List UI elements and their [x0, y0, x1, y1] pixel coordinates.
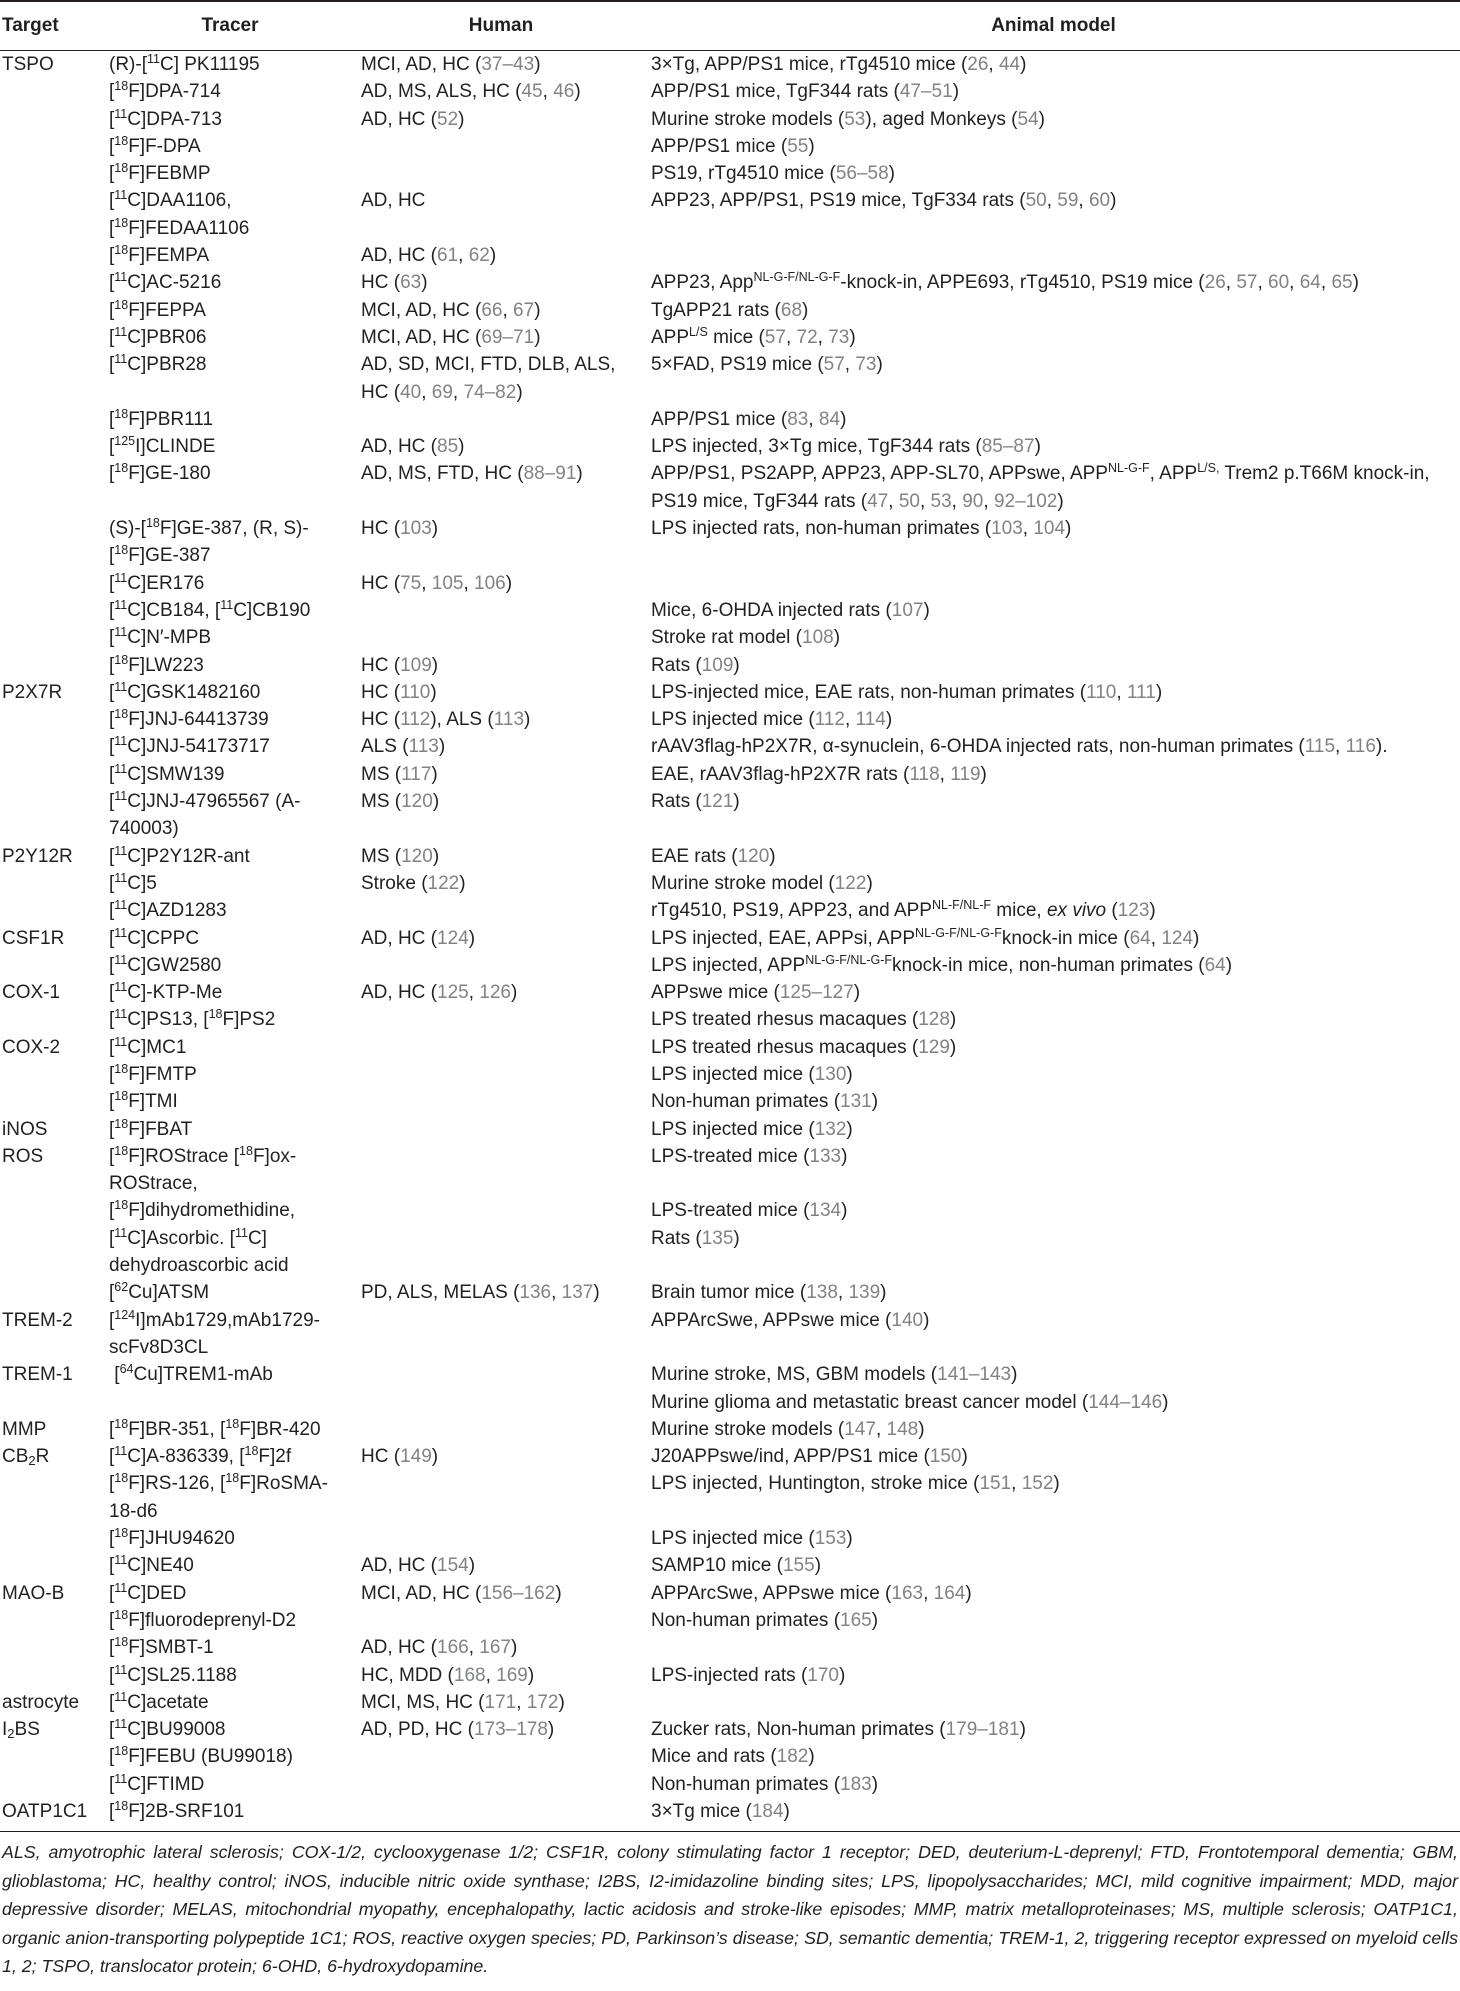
table-row [0, 679, 1460, 706]
tracer-cell: [$^{11}$C]FTIMD [109, 1771, 205, 1795]
target-cell [0, 1525, 105, 1552]
target-cell [0, 1662, 105, 1689]
target-cell [0, 1061, 105, 1088]
tracer-cell: [$^{11}$C]SL25.1188 [109, 1662, 237, 1686]
animal-model-cell: LPS treated rhesus macaques (128) [651, 1009, 957, 1031]
table-row [0, 406, 1460, 433]
human-cell: MS (117) [361, 763, 438, 785]
target-cell [0, 187, 105, 242]
human-cell [355, 624, 647, 651]
target-cell [0, 1279, 105, 1306]
human-cell [355, 897, 647, 924]
animal-model-cell: APP/PS1 mice, TgF344 rats (47–51) [651, 81, 960, 103]
human-cell [355, 1006, 647, 1033]
animal-model-cell: TgAPP21 rats (68) [651, 299, 809, 321]
target-cell [0, 269, 105, 296]
tracer-cell: [$^{18}$F]FBAT [109, 1116, 193, 1140]
human-cell [355, 1197, 647, 1224]
tracer-cell: [$^{11}$C]JNJ-54173717 [109, 734, 270, 758]
animal-model-cell: APP/PS1 mice (55) [651, 135, 815, 157]
human-cell [355, 1798, 647, 1832]
tracer-cell: [$^{11}$C]SMW139 [109, 761, 225, 785]
target-cell [0, 1006, 105, 1033]
table-row [0, 351, 1460, 406]
human-cell [355, 1088, 647, 1115]
human-cell [355, 1116, 647, 1143]
target-cell: MMP [2, 1418, 47, 1440]
target-cell [0, 133, 105, 160]
human-cell: AD, SD, MCI, FTD, DLB, ALS, HC (40, 69, 74–82) [361, 354, 616, 403]
target-cell [0, 1088, 105, 1115]
human-cell: AD, MS, ALS, HC (45, 46) [361, 81, 581, 103]
tracer-cell: [$^{11}$C]DED [109, 1580, 187, 1604]
table-header [0, 1, 1460, 51]
target-cell: ROS [2, 1145, 44, 1167]
target-cell [0, 460, 105, 515]
table-row [0, 733, 1460, 760]
target-cell [0, 515, 105, 570]
animal-model-cell: APP23, App$^{NL-G-F/NL-G-F}$-knock-in, APPE693, rTg4510, PS19 mice (26, 57, 60, 64, 65) [651, 270, 1359, 294]
target-cell: TREM-2 [2, 1309, 73, 1331]
animal-model-cell: EAE, rAAV3flag-hP2X7R rats (118, 119) [651, 763, 987, 785]
animal-model-cell: Brain tumor mice (138, 139) [651, 1282, 887, 1304]
target-cell: COX-1 [2, 982, 61, 1004]
tracer-cell: [$^{64}$Cu]TREM1-mAb [109, 1362, 273, 1386]
target-cell [0, 324, 105, 351]
table-row [0, 1361, 1460, 1416]
target-cell [0, 952, 105, 979]
animal-model-cell: LPS injected mice (132) [651, 1118, 853, 1140]
target-cell [0, 106, 105, 133]
tracer-cell: [$^{62}$Cu]ATSM [109, 1280, 210, 1304]
human-cell [355, 1416, 647, 1443]
target-cell [0, 351, 105, 406]
animal-model-cell [647, 242, 1460, 269]
tracer-cell: [$^{18}$F]JHU94620 [109, 1526, 235, 1550]
table-row [0, 1743, 1460, 1770]
target-cell [0, 1470, 105, 1525]
tracer-cell: [$^{18}$F]PBR111 [109, 406, 214, 430]
human-cell: MCI, AD, HC (69–71) [361, 326, 541, 348]
animal-model-cell: Non-human primates (131) [651, 1091, 879, 1113]
target-cell: TSPO [2, 54, 54, 75]
table-row [0, 925, 1460, 952]
tracer-cell: [$^{18}$F]FEBMP [109, 161, 211, 185]
table-row [0, 1525, 1460, 1552]
target-cell [0, 1743, 105, 1770]
table-row [0, 160, 1460, 187]
tracer-cell: [$^{124}$I]mAb1729,mAb1729-scFv8D3CL [109, 1307, 320, 1358]
human-cell [355, 1361, 647, 1416]
table-row [0, 1662, 1460, 1689]
table-row [0, 1034, 1460, 1061]
human-cell: AD, HC (124) [361, 927, 476, 949]
table-row [0, 324, 1460, 351]
target-cell: TREM-1 [2, 1364, 73, 1386]
target-cell [0, 761, 105, 788]
tracer-cell: [$^{11}$C]GSK1482160 [109, 679, 261, 703]
table-row [0, 788, 1460, 843]
tracer-cell: [$^{11}$C]AC-5216 [109, 270, 222, 294]
animal-model-cell: LPS-injected mice, EAE rats, non-human primates (110, 111) [651, 681, 1163, 703]
target-cell [0, 406, 105, 433]
table-row [0, 706, 1460, 733]
human-cell: MCI, AD, HC (37–43) [361, 54, 541, 75]
human-cell: HC, MDD (168, 169) [361, 1664, 535, 1686]
tracer-cell: [$^{18}$F]BR-351, [$^{18}$F]BR-420 [109, 1416, 321, 1440]
target-cell [0, 870, 105, 897]
animal-model-cell: LPS injected mice (112, 114) [651, 709, 893, 731]
target-cell: astrocyte [2, 1691, 80, 1713]
animal-model-cell: Non-human primates (183) [651, 1773, 879, 1795]
human-cell: AD, HC (166, 167) [361, 1637, 518, 1659]
target-cell [0, 1197, 105, 1224]
tracer-cell: [$^{18}$F]LW223 [109, 652, 204, 676]
table-row [0, 1552, 1460, 1579]
table-row [0, 897, 1460, 924]
human-cell: HC (109) [361, 654, 439, 676]
table-row [0, 1607, 1460, 1634]
target-cell [0, 597, 105, 624]
table-row [0, 269, 1460, 296]
table-row [0, 870, 1460, 897]
table-row [0, 570, 1460, 597]
tracer-cell: [$^{11}$C]PBR06 [109, 324, 207, 348]
human-cell [355, 952, 647, 979]
tracer-cell: [$^{18}$F]SMBT-1 [109, 1635, 214, 1659]
table-row [0, 761, 1460, 788]
target-cell [0, 1225, 105, 1280]
tracer-cell: [$^{11}$C]N′-MPB [109, 625, 212, 649]
tracer-cell: [$^{18}$F]RS-126, [$^{18}$F]RoSMA-18-d6 [109, 1471, 328, 1522]
target-cell: iNOS [2, 1118, 48, 1140]
tracer-cell: [$^{18}$F]ROStrace [$^{18}$F]ox-ROStrace, [109, 1143, 297, 1195]
human-cell: HC (110) [361, 681, 437, 703]
tracer-cell: [$^{11}$C]ER176 [109, 570, 205, 594]
table-row [0, 1634, 1460, 1661]
animal-model-cell: Non-human primates (165) [651, 1609, 879, 1631]
animal-model-cell: rTg4510, PS19, APP23, and $APP^{NL-F/NL-F}$ mice, ex vivo (123) [651, 898, 1156, 922]
human-cell: MCI, MS, HC (171, 172) [361, 1691, 565, 1713]
tracer-cell: [$^{11}$C]NE40 [109, 1553, 194, 1577]
human-cell: AD, PD, HC (173–178) [361, 1719, 555, 1741]
tracer-cell: [$^{11}$C]PBR28 [109, 352, 207, 376]
target-cell [0, 433, 105, 460]
human-cell [355, 1061, 647, 1088]
tracer-cell: [$^{18}$F]GE-180 [109, 461, 211, 485]
tracer-cell: [$^{11}$C]Ascorbic. [$^{11}$C] dehydroascorbic acid [109, 1225, 289, 1277]
target-cell [0, 897, 105, 924]
human-cell: HC (63) [361, 272, 428, 294]
table-row [0, 1061, 1460, 1088]
human-cell: PD, ALS, MELAS (136, 137) [361, 1282, 600, 1304]
table-row [0, 1197, 1460, 1224]
target-cell: P2Y12R [2, 845, 73, 867]
table-row [0, 1716, 1460, 1743]
target-cell [0, 733, 105, 760]
tracer-cell: [$^{18}$F]fluorodeprenyl-D2 [109, 1607, 297, 1631]
human-cell [355, 1470, 647, 1525]
table-row [0, 433, 1460, 460]
table-row [0, 843, 1460, 870]
human-cell [355, 1143, 647, 1198]
human-cell: AD, HC (154) [361, 1555, 476, 1577]
target-cell [0, 570, 105, 597]
table-row [0, 1116, 1460, 1143]
human-cell [355, 1743, 647, 1770]
table-row [0, 1798, 1460, 1832]
header-animal-model: Animal model [647, 1, 1460, 51]
target-cell: OATP1C1 [0, 1798, 105, 1832]
header-human: Human [355, 1, 647, 51]
animal-model-cell: PS19, rTg4510 mice (56–58) [651, 163, 895, 185]
tracer-cell: [$^{11}$C]AZD1283 [109, 898, 227, 922]
animal-model-cell: APPArcSwe, APPswe mice (163, 164) [651, 1582, 972, 1604]
animal-model-cell: Mice and rats (182) [651, 1746, 815, 1768]
human-cell [355, 1771, 647, 1798]
human-cell [355, 160, 647, 187]
animal-model-cell: LPS injected, EAE, APPsi, $APP^{NL-G-F/NL-G-F}knock-in$ mice (64, 124) [651, 925, 1200, 949]
table-row [0, 1006, 1460, 1033]
table-row [0, 597, 1460, 624]
animal-model-cell: rAAV3flag-hP2X7R, α-synuclein, 6-OHDA injected rats, non-human primates (115, 116). [651, 736, 1388, 758]
human-cell: MS (120) [361, 791, 440, 813]
table-row [0, 652, 1460, 679]
table-row [0, 187, 1460, 242]
tracer-cell: [$^{11}$C]MC1 [109, 1034, 187, 1058]
tracer-cell: [$^{11}$C]BU99008 [109, 1717, 226, 1741]
tracer-cell: [$^{18}$F]FMTP [109, 1061, 197, 1085]
animal-model-cell [647, 570, 1460, 597]
human-cell [355, 1525, 647, 1552]
animal-model-cell: LPS injected mice (153) [651, 1528, 853, 1550]
tracer-cell: (R)-[$^{11}$C] PK11195 [109, 52, 260, 75]
target-cell: COX-2 [2, 1036, 61, 1058]
target-cell [0, 624, 105, 651]
table-row [0, 1307, 1460, 1362]
target-cell [0, 1771, 105, 1798]
animal-model-cell: Stroke rat model (108) [651, 627, 841, 649]
animal-model-cell: LPS-injected rats (170) [651, 1664, 846, 1686]
table-row [0, 1088, 1460, 1115]
human-cell: AD, MS, FTD, HC (88–91) [361, 463, 583, 485]
tracer-cell: [$^{11}$C]CB184, [$^{11}$C]CB190 [109, 597, 311, 621]
tracer-cell: [$^{11}$C]JNJ-47965567 (A-740003) [109, 789, 301, 840]
human-cell: HC (103) [361, 518, 439, 540]
table-row [0, 952, 1460, 979]
human-cell: HC (75, 105, 106) [361, 572, 513, 594]
animal-model-cell: LPS injected, 3×Tg mice, TgF344 rats (85–87) [651, 436, 1041, 458]
human-cell: AD, HC (125, 126) [361, 982, 518, 1004]
human-cell: AD, HC (61, 62) [361, 245, 497, 267]
animal-model-cell: APP/PS1, PS2APP, APP23, APP-SL70, APPswe, $APP^{NL-G-F}$, $APP^{L/S,}$ Trem2 p.T66M knock-in, PS19 mice, TgF344 rats (47, 50, 53, 90, 92–102) [651, 461, 1430, 512]
table-row [0, 1771, 1460, 1798]
animal-model-cell: $APP^{L/S}$ mice (57, 72, 73) [651, 324, 856, 348]
animal-model-cell: LPS injected, Huntington, stroke mice (151, 152) [651, 1473, 1060, 1495]
target-cell [0, 706, 105, 733]
animal-model-cell: Zucker rats, Non-human primates (179–181) [651, 1719, 1026, 1741]
tracer-cell: [$^{18}$F]TMI [109, 1089, 178, 1113]
animal-model-cell: Murine stroke models (147, 148) [651, 1418, 925, 1440]
human-cell [355, 1034, 647, 1061]
target-cell [0, 1634, 105, 1661]
target-cell [0, 652, 105, 679]
animal-model-cell: Murine stroke, MS, GBM models (141–143) Murine glioma and metastatic breast cancer model (144–146) [651, 1364, 1169, 1413]
table-row [0, 1443, 1460, 1470]
animal-model-cell: Murine stroke models (53), aged Monkeys (54) [651, 108, 1045, 130]
human-cell [355, 1607, 647, 1634]
tracer-cell: [$^{11}$C]PS13, [$^{18}$F]PS2 [109, 1007, 276, 1031]
animal-model-cell [647, 1634, 1460, 1661]
human-cell: MCI, AD, HC (66, 67) [361, 299, 541, 321]
table-footnote: ALS, amyotrophic lateral sclerosis; COX-1/2, cyclooxygenase 1/2; CSF1R, colony stimulating factor 1 receptor; DED, deuterium-L-deprenyl; FTD, Frontotemporal dementia; GBM, glioblastoma; HC, healthy control; iNOS, inducible nitric oxide synthase; I2BS, I2-imidazoline binding sites; LPS, lipopolysaccharides; MCI, mild cognitive impairment; MDD, major depressive disorder; MELAS, mitochondrial myopathy, encephalopathy, lactic acidosis and stroke-like episodes; MMP, matrix metalloproteinases; MS, multiple sclerosis; OATP1C1, organic anion-transporting polypeptide 1C1; ROS, reactive oxygen species; PD, Parkinson’s disease; SD, semantic dementia; TREM-1, 2, triggering receptor expressed on myeloid cells 1, 2; TSPO, translocator protein; 6-OHD, 6-hydroxydopamine. [2, 1842, 1458, 1977]
table-row [0, 1470, 1460, 1525]
animal-model-cell: APPswe mice (125–127) [651, 982, 861, 1004]
animal-model-cell: APP23, APP/PS1, PS19 mice, TgF334 rats (50, 59, 60) [651, 190, 1117, 212]
animal-model-cell: J20APPswe/ind, APP/PS1 mice (150) [651, 1446, 968, 1468]
animal-model-cell: Rats (121) [651, 791, 740, 813]
animal-model-cell: APPArcSwe, APPswe mice (140) [651, 1309, 930, 1331]
table-row [0, 1689, 1460, 1716]
tracer-cell: [$^{125}$I]CLINDE [109, 434, 216, 458]
animal-model-cell: LPS injected mice (130) [651, 1063, 853, 1085]
tracer-cell: [$^{11}$C]GW2580 [109, 952, 222, 976]
tracer-cell: [$^{18}$F]dihydromethidine, [109, 1198, 296, 1222]
tracer-cell: [$^{11}$C]DAA1106, [$^{18}$F]FEDAA1106 [109, 188, 250, 239]
tracer-cell: [$^{11}$C]A-836339, [$^{18}$F]2f [109, 1444, 292, 1468]
table-row [0, 515, 1460, 570]
table-row [0, 1225, 1460, 1280]
human-cell: AD, HC (85) [361, 436, 465, 458]
animal-model-cell: EAE rats (120) [651, 845, 776, 867]
tracer-cell: [$^{18}$F]FEPPA [109, 297, 206, 321]
table-row [0, 78, 1460, 105]
human-cell: HC (112), ALS (113) [361, 709, 531, 731]
human-cell [355, 133, 647, 160]
header-target: Target [0, 1, 105, 51]
tracer-cell: (S)-[$^{18}$F]GE-387, (R, S)-[$^{18}$F]GE-387 [109, 516, 309, 567]
animal-model-cell: Mice, 6-OHDA injected rats (107) [651, 599, 930, 621]
target-cell: MAO-B [2, 1582, 65, 1604]
table-row [0, 624, 1460, 651]
human-cell: Stroke (122) [361, 872, 466, 894]
animal-model-cell: 5×FAD, PS19 mice (57, 73) [651, 354, 883, 376]
table-row [0, 106, 1460, 133]
animal-model-cell: 3×Tg, APP/PS1 mice, rTg4510 mice (26, 44) [651, 54, 1027, 75]
target-cell [0, 1607, 105, 1634]
animal-model-cell: SAMP10 mice (155) [651, 1555, 822, 1577]
tracer-cell: [$^{11}$C]acetate [109, 1689, 209, 1713]
target-cell [0, 78, 105, 105]
human-cell: MS (120) [361, 845, 440, 867]
tracer-cell: [$^{18}$F]JNJ-64413739 [109, 707, 269, 731]
tracer-cell: [$^{18}$F]2B-SRF101 [105, 1798, 355, 1832]
animal-model-cell: 3×Tg mice (184) [647, 1798, 1460, 1832]
animal-model-cell: LPS treated rhesus macaques (129) [651, 1036, 957, 1058]
table-row [0, 460, 1460, 515]
tracer-cell: [$^{18}$F]FEMPA [109, 243, 210, 267]
animal-model-cell: Murine stroke model (122) [651, 872, 873, 894]
tracer-cell: [$^{18}$F]F-DPA [109, 133, 201, 157]
table-row [0, 297, 1460, 324]
table-body [0, 51, 1460, 1832]
table-row [0, 51, 1460, 79]
animal-model-cell: LPS-treated mice (134) [651, 1200, 848, 1222]
tracer-cell: [$^{11}$C]5 [109, 870, 157, 894]
table-row [0, 133, 1460, 160]
table-row [0, 1143, 1460, 1198]
target-cell: CSF1R [2, 927, 65, 949]
tracer-cell: [$^{11}$C]DPA-713 [109, 106, 222, 130]
animal-model-cell: LPS injected, $APP^{NL-G-F/NL-G-F}knock-in$ mice, non-human primates (64) [651, 952, 1233, 976]
target-cell [0, 1552, 105, 1579]
target-cell: P2X7R [2, 681, 63, 703]
table-row [0, 979, 1460, 1006]
target-cell: $I_2BS$ [2, 1719, 40, 1742]
human-cell [355, 1225, 647, 1280]
animal-model-cell [647, 1689, 1460, 1716]
human-cell [355, 406, 647, 433]
human-cell: AD, HC (52) [361, 108, 465, 130]
target-cell: $CB_2R$ [2, 1446, 50, 1469]
target-cell [0, 788, 105, 843]
human-cell [355, 597, 647, 624]
human-cell: ALS (113) [361, 736, 446, 758]
tracer-cell: [$^{18}$F]DPA-714 [109, 79, 221, 103]
table-row [0, 1580, 1460, 1607]
human-cell: HC (149) [361, 1446, 439, 1468]
table-row [0, 1416, 1460, 1443]
table-row [0, 1279, 1460, 1306]
target-cell [0, 242, 105, 269]
target-cell [0, 297, 105, 324]
animal-model-cell: APP/PS1 mice (83, 84) [651, 408, 847, 430]
human-cell: MCI, AD, HC (156–162) [361, 1582, 562, 1604]
tracer-cell: [$^{18}$F]FEBU (BU99018) [109, 1744, 293, 1768]
animal-model-cell: LPS-treated mice (133) [651, 1145, 848, 1167]
human-cell [355, 1307, 647, 1362]
tracer-cell: [$^{11}$C]P2Y12R-ant [109, 843, 250, 867]
header-tracer: Tracer [105, 1, 355, 51]
tracer-cell: [$^{11}$C]-KTP-Me [109, 980, 223, 1004]
target-cell [0, 160, 105, 187]
human-cell: AD, HC [361, 190, 426, 212]
table-row [0, 242, 1460, 269]
animal-model-cell: Rats (135) [651, 1227, 740, 1249]
animal-model-cell: Rats (109) [651, 654, 740, 676]
header-row [0, 1, 1460, 51]
tracer-cell: [$^{11}$C]CPPC [109, 925, 200, 949]
animal-model-cell: LPS injected rats, non-human primates (103, 104) [651, 518, 1072, 540]
